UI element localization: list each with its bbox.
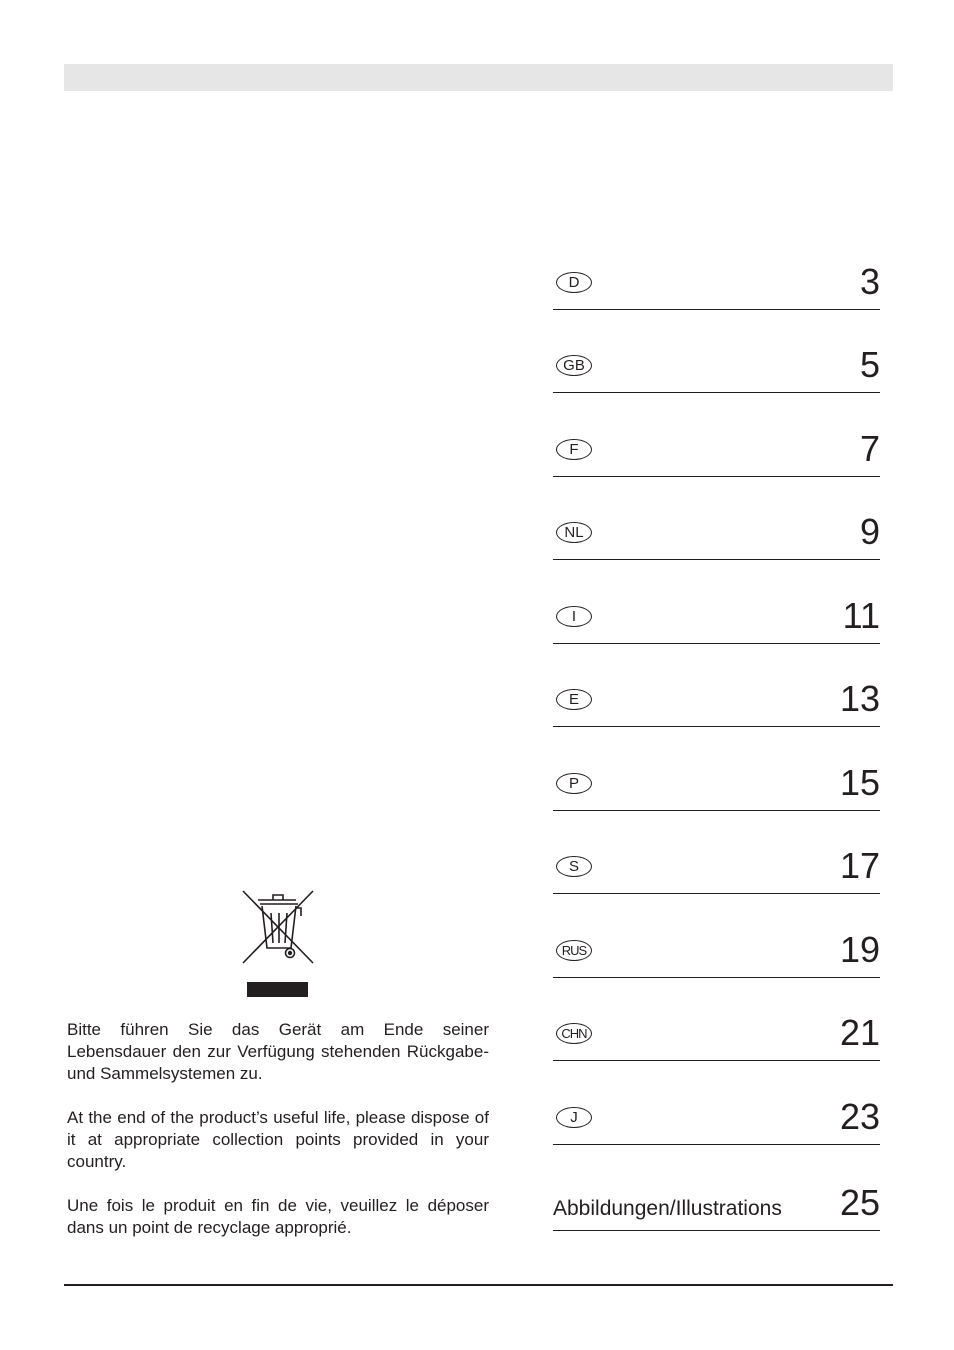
disposal-text-fr: Une fois le produit en fin de vie, veuillez le déposer dans un point de recyclage approprié. [67,1196,489,1237]
divider [553,1144,880,1146]
language-badge: J [556,1107,592,1128]
toc-row-e[interactable] [553,643,880,727]
header-bar [64,64,893,91]
language-badge: P [556,773,592,794]
language-badge: RUS [556,940,592,961]
toc-row-p[interactable] [553,727,880,811]
language-badge: CHN [556,1023,592,1044]
page-number: 23 [839,1096,880,1137]
toc-row-j[interactable] [553,1061,880,1145]
illustrations-label: Abbildungen/Illustrations [553,1197,782,1220]
disposal-text-en: At the end of the product’s useful life, please dispose of it at appropriate collection points provided in your country. [67,1108,489,1171]
disposal-notice [67,1019,489,1261]
page-number: 17 [839,845,880,886]
toc-row-rus[interactable] [553,894,880,978]
page-number: 7 [859,428,880,469]
page-number: 3 [859,261,880,302]
toc-row-illustrations[interactable] [553,1147,880,1231]
divider [553,1230,880,1232]
language-badge: NL [556,522,592,543]
toc-row-i[interactable] [553,560,880,644]
toc-row-s[interactable] [553,810,880,894]
language-badge: E [556,689,592,710]
page-number: 21 [839,1012,880,1053]
page-number: 11 [842,595,880,636]
language-badge: F [556,439,592,460]
language-badge: S [556,856,592,877]
language-badge: D [556,272,592,293]
toc-row-d[interactable] [553,226,880,310]
page-number: 13 [839,678,880,719]
page-number: 19 [839,929,880,970]
page-number: 5 [859,344,880,385]
page-number: 9 [859,511,880,552]
footer-rule [64,1284,893,1286]
toc-row-gb[interactable] [553,309,880,393]
page-number: 15 [839,762,880,803]
crossed-out-wheelie-bin-icon [238,886,318,998]
toc-row-nl[interactable] [553,476,880,560]
language-badge: I [556,606,592,627]
toc-row-chn[interactable] [553,977,880,1061]
page-number: 25 [839,1182,880,1223]
toc-row-f[interactable] [553,393,880,477]
disposal-text-de: Bitte führen Sie das Gerät am Ende seiner Lebensdauer den zur Verfügung stehenden Rückgabe- und Sammelsystemen zu. [67,1020,489,1083]
language-badge: GB [556,355,592,376]
